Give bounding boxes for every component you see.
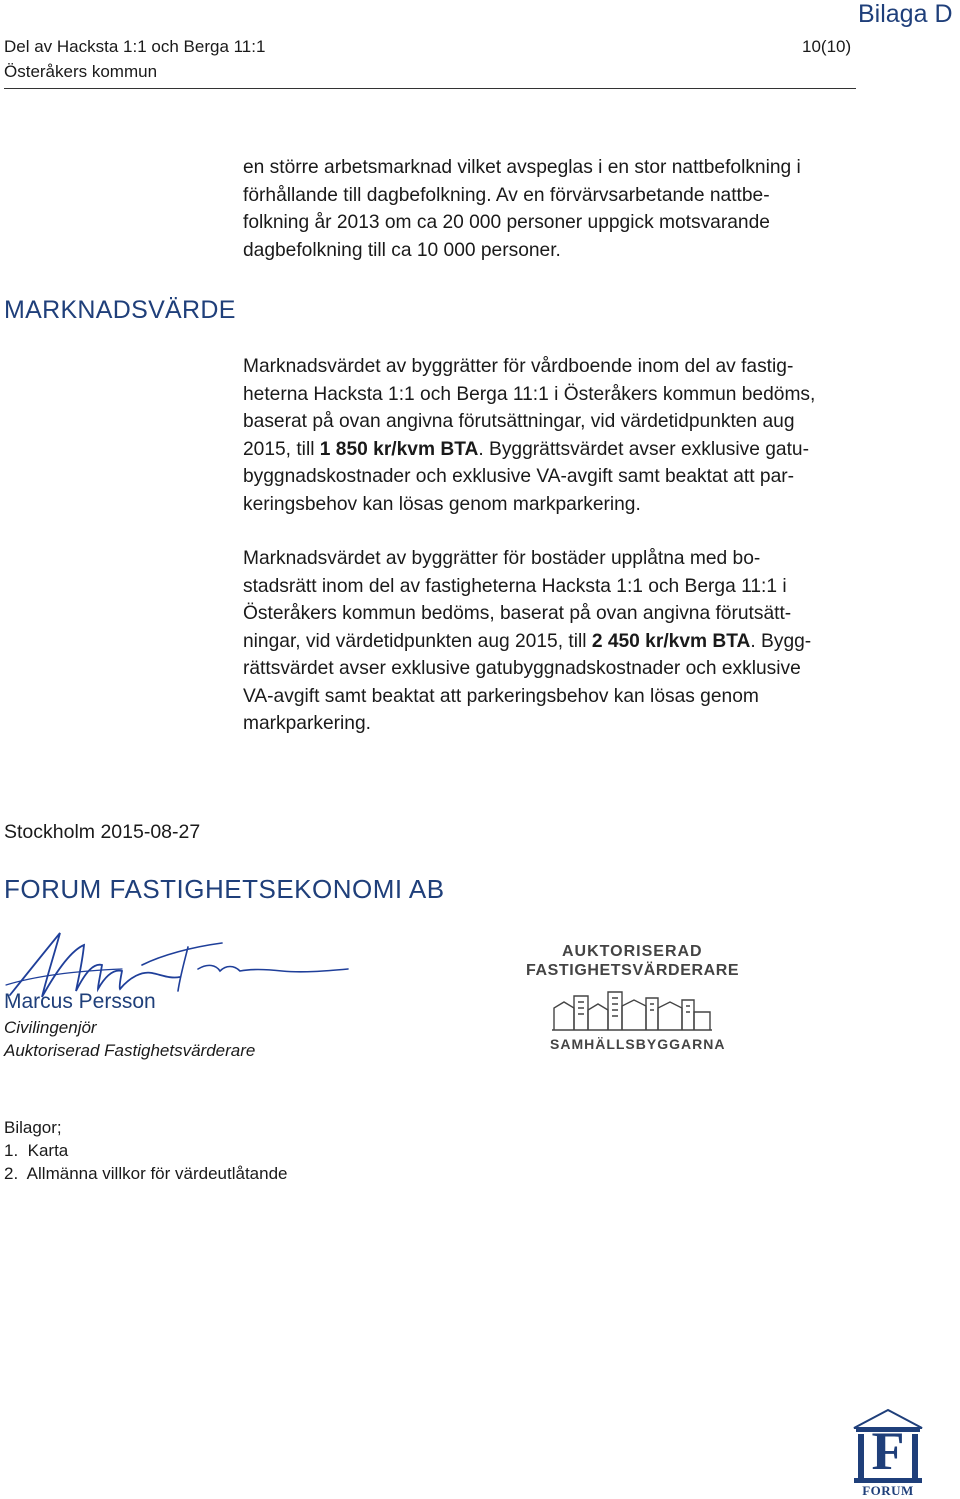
header-divider	[4, 88, 856, 89]
para-line	[243, 436, 883, 464]
firm-name: FORUM FASTIGHETSEKONOMI AB	[4, 874, 445, 904]
para-line: baserat på ovan angivna förutsättningar, vid värdetidpunkten aug	[243, 411, 795, 432]
para-line: rättsvärdet avser exklusive gatubyggnadskostnader och exklusive	[243, 658, 801, 679]
stamp-line: AUKTORISERAD	[562, 943, 703, 960]
attachment-item: 2. Allmänna villkor för värdeutlåtande	[4, 1164, 288, 1183]
para-line: Österåkers kommun bedöms, baserat på ovan angivna förutsätt-	[243, 603, 792, 624]
stamp-org: SAMHÄLLSBYGGARNA	[550, 1036, 726, 1052]
market-value-paragraph-1	[243, 353, 883, 518]
city-skyline-icon	[552, 986, 712, 1034]
section-heading: MARKNADSVÄRDE	[4, 296, 236, 324]
logo-text: FORUM	[862, 1483, 914, 1498]
para-line: Marknadsvärdet av byggrätter för bostäder upplåtna med bo-	[243, 548, 761, 569]
authorized-valuer-stamp	[526, 940, 740, 1055]
intro-line: förhållande till dagbefolkning. Av en förvärvsarbetande nattbe-	[243, 184, 770, 206]
stamp-line: FASTIGHETSVÄRDERARE	[526, 962, 740, 979]
para-line: VA-avgift samt beaktat att parkeringsbehov kan lösas genom	[243, 685, 759, 707]
text-segment: ningar, vid värdetidpunkten aug 2015, till	[243, 630, 592, 652]
attachments-heading: Bilagor;	[4, 1118, 62, 1137]
intro-line: en större arbetsmarknad vilket avspeglas i en stor nattbefolkning i	[243, 157, 801, 178]
text-segment: 2015, till	[243, 438, 320, 460]
forum-logo	[852, 1408, 924, 1498]
intro-paragraph	[243, 154, 883, 264]
text-segment: . Byggrättsvärdet avser exklusive gatu-	[478, 438, 809, 460]
para-line	[243, 628, 883, 656]
intro-line: dagbefolkning till ca 10 000 personer.	[243, 239, 561, 261]
document-title: Del av Hacksta 1:1 och Berga 11:1	[4, 37, 266, 56]
signer-title: Auktoriserad Fastighetsvärderare	[4, 1041, 256, 1060]
para-line: stadsrätt inom del av fastigheterna Hacksta 1:1 och Berga 11:1 i	[243, 575, 787, 597]
market-value-paragraph-2	[243, 545, 883, 738]
housing-value: 2 450 kr/kvm BTA	[591, 630, 751, 652]
place-date: Stockholm 2015-08-27	[4, 821, 201, 843]
care-housing-value: 1 850 kr/kvm BTA	[319, 438, 479, 460]
para-line: heterna Hacksta 1:1 och Berga 11:1 i Österåkers kommun bedöms,	[243, 383, 816, 405]
municipality-label: Österåkers kommun	[4, 62, 158, 81]
page-number: 10(10)	[802, 37, 852, 56]
para-line: Marknadsvärdet av byggrätter för vårdboende inom del av fastig-	[243, 356, 794, 377]
signer-name: Marcus Persson	[4, 990, 156, 1013]
appendix-label: Bilaga D	[858, 0, 953, 28]
para-line: markparkering.	[243, 713, 371, 734]
para-line: byggnadskostnader och exklusive VA-avgift samt beaktat att par-	[243, 466, 795, 487]
text-segment: . Bygg-	[750, 630, 812, 652]
attachment-item: 1. Karta	[4, 1141, 69, 1160]
intro-line: folkning år 2013 om ca 20 000 personer uppgick motsvarande	[243, 212, 770, 233]
logo-letter: F	[871, 1421, 905, 1481]
signer-title: Civilingenjör	[4, 1018, 97, 1037]
para-line: keringsbehov kan lösas genom markparkering.	[243, 493, 641, 515]
